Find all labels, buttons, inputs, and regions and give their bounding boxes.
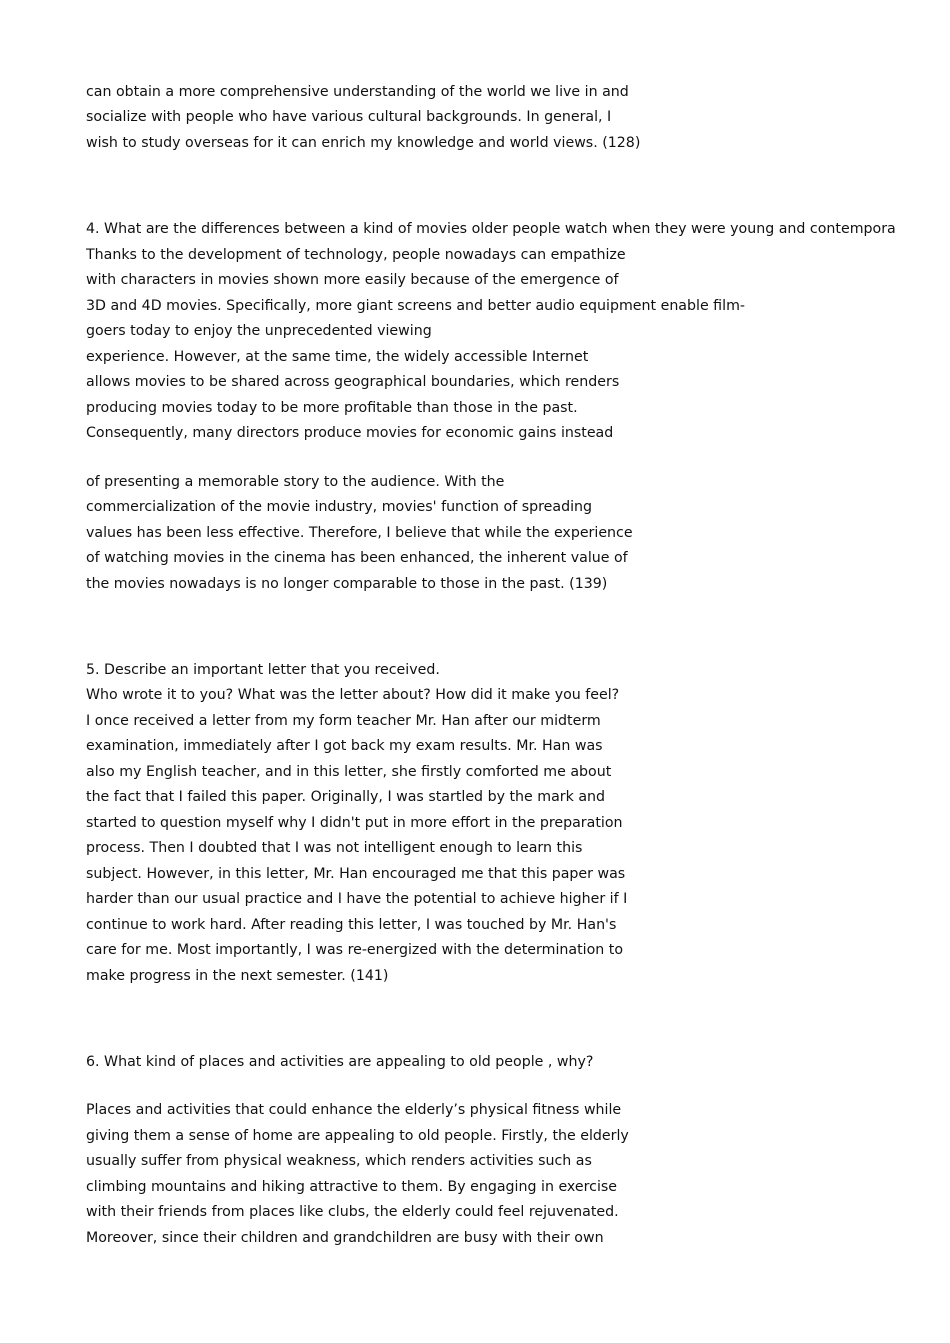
paragraph-line: I once received a letter from my form teacher Mr. Han after our midterm — [86, 713, 601, 729]
paragraph-line: Consequently, many directors produce movies for economic gains instead — [86, 425, 614, 441]
paragraph-line: also my English teacher, and in this letter, she firstly comforted me about — [86, 764, 612, 780]
question-6-title: 6. What kind of places and activities are appealing to old people , why? — [86, 1054, 594, 1070]
paragraph-line: the movies nowadays is no longer comparable to those in the past. (139) — [86, 576, 608, 592]
paragraph-line: with their friends from places like clubs, the elderly could feel rejuvenated. — [86, 1204, 619, 1220]
paragraph-line: wish to study overseas for it can enrich my knowledge and world views. (128) — [86, 135, 641, 151]
paragraph-line: harder than our usual practice and I have the potential to achieve higher if I — [86, 891, 628, 907]
paragraph-line: Places and activities that could enhance the elderly’s physical fitness while — [86, 1102, 622, 1118]
question-5-title: 5. Describe an important letter that you received. — [86, 662, 440, 678]
paragraph-line: producing movies today to be more profitable than those in the past. — [86, 400, 578, 416]
paragraph-line: with characters in movies shown more easily because of the emergence of — [86, 272, 619, 288]
paragraph-line: make progress in the next semester. (141) — [86, 968, 389, 984]
paragraph-line: continue to work hard. After reading this letter, I was touched by Mr. Han's — [86, 917, 617, 933]
paragraph-line: examination, immediately after I got back my exam results. Mr. Han was — [86, 738, 603, 754]
paragraph-line: started to question myself why I didn't put in more effort in the preparation — [86, 815, 623, 831]
paragraph-line: of presenting a memorable story to the audience. With the — [86, 474, 505, 490]
paragraph-line: usually suffer from physical weakness, which renders activities such as — [86, 1153, 592, 1169]
paragraph-line: subject. However, in this letter, Mr. Han encouraged me that this paper was — [86, 866, 626, 882]
paragraph-line: values has been less effective. Therefore, I believe that while the experience — [86, 525, 633, 541]
paragraph-line: experience. However, at the same time, the widely accessible Internet — [86, 349, 589, 365]
paragraph-line: Moreover, since their children and grandchildren are busy with their own — [86, 1230, 604, 1246]
paragraph-line: 3D and 4D movies. Specifically, more giant screens and better audio equipment enable film- — [86, 298, 746, 314]
paragraph-line: socialize with people who have various cultural backgrounds. In general, I — [86, 109, 612, 125]
paragraph-line: can obtain a more comprehensive understanding of the world we live in and — [86, 84, 629, 100]
paragraph-line: goers today to enjoy the unprecedented viewing — [86, 323, 432, 339]
paragraph-line: the fact that I failed this paper. Originally, I was startled by the mark and — [86, 789, 606, 805]
question-5-subtitle: Who wrote it to you? What was the letter about? How did it make you feel? — [86, 687, 620, 703]
paragraph-line: process. Then I doubted that I was not intelligent enough to learn this — [86, 840, 583, 856]
paragraph-line: of watching movies in the cinema has been enhanced, the inherent value of — [86, 550, 628, 566]
paragraph-line: Thanks to the development of technology, people nowadays can empathize — [86, 247, 626, 263]
paragraph-line: commercialization of the movie industry, movies' function of spreading — [86, 499, 593, 515]
paragraph-line: giving them a sense of home are appealing to old people. Firstly, the elderly — [86, 1128, 629, 1144]
paragraph-line: allows movies to be shared across geographical boundaries, which renders — [86, 374, 620, 390]
paragraph-line: climbing mountains and hiking attractive to them. By engaging in exercise — [86, 1179, 618, 1195]
paragraph-line: care for me. Most importantly, I was re-energized with the determination to — [86, 942, 623, 958]
question-4-title: 4. What are the differences between a kind of movies older people watch when they were young and contempora — [86, 221, 896, 237]
